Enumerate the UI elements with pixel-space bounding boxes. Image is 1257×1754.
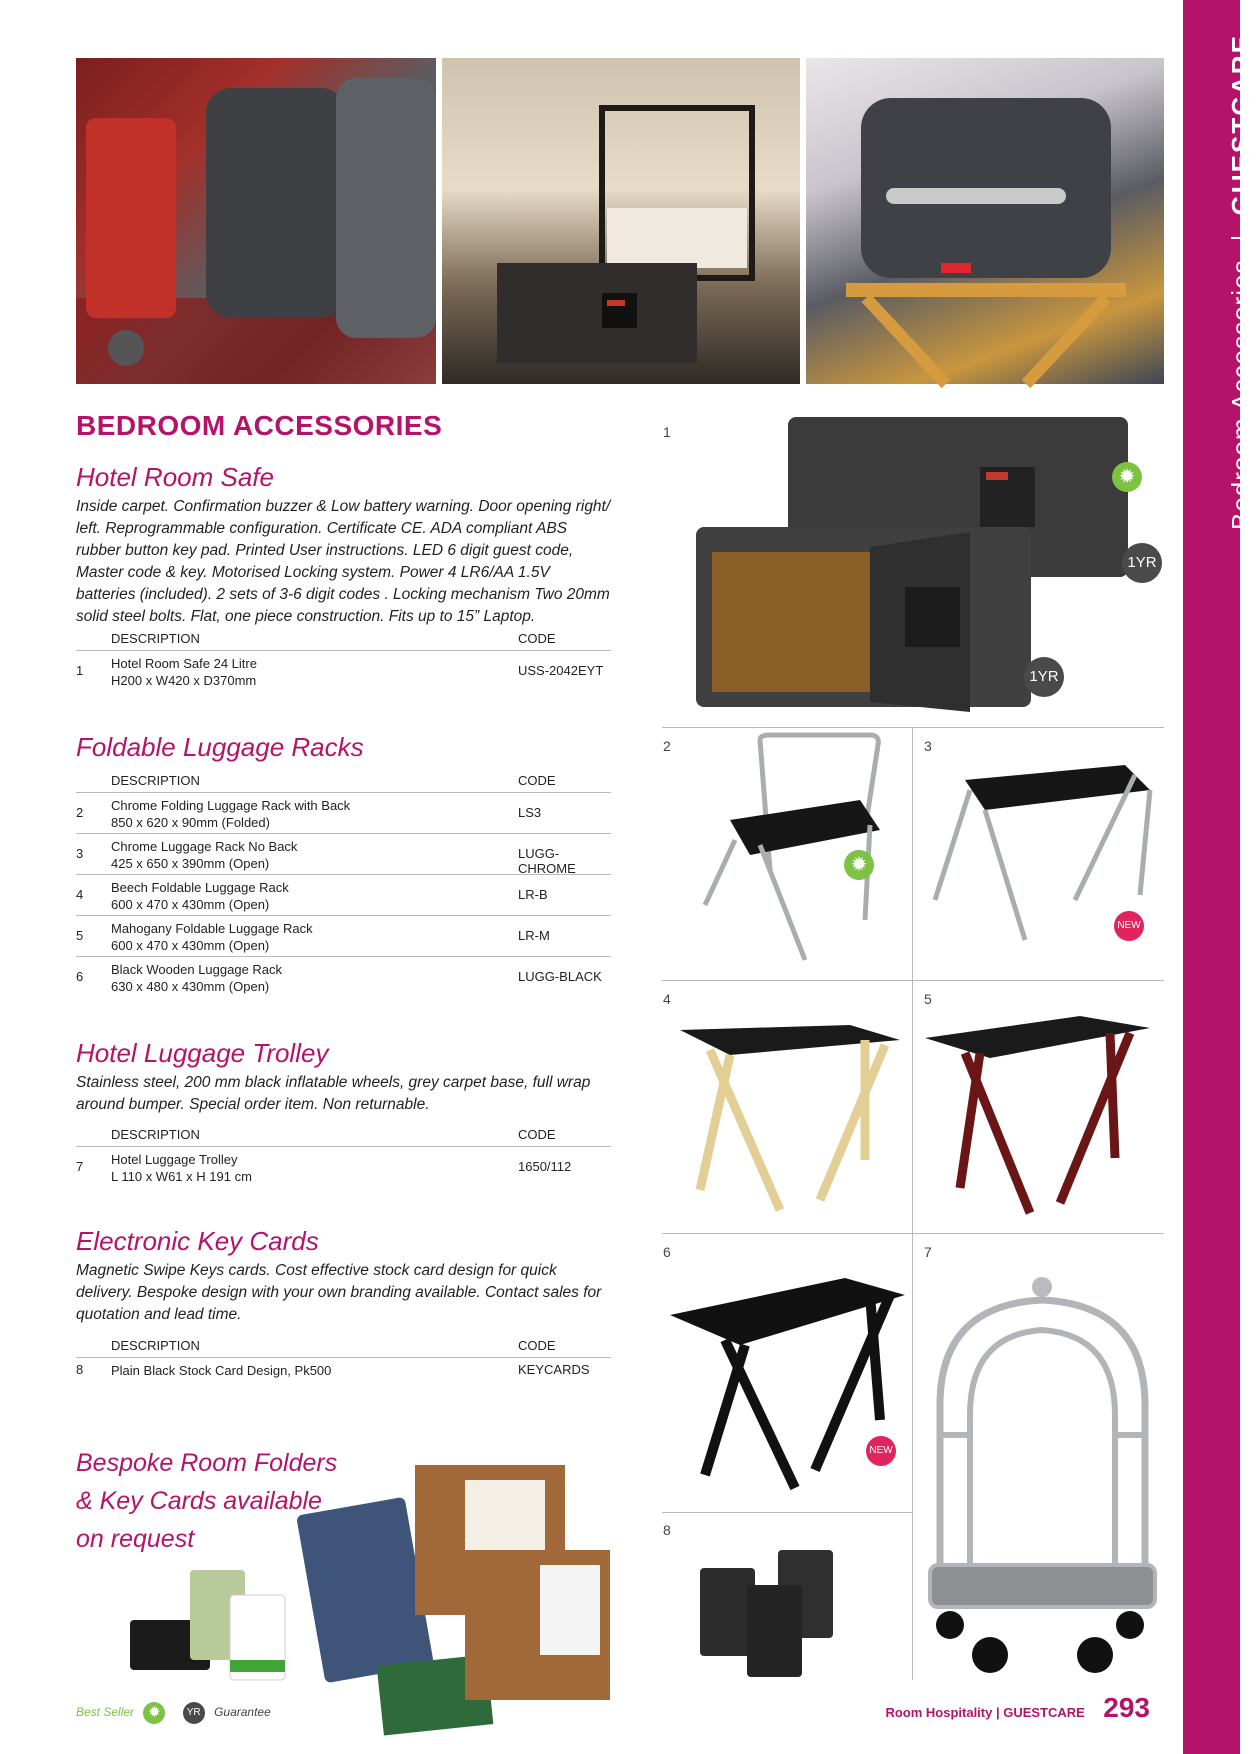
beech-rack-illustration (670, 1010, 905, 1220)
table-row (76, 1147, 611, 1187)
bespoke-line: Bespoke Room Folders (76, 1449, 338, 1477)
trolley-description: Stainless steel, 200 mm black inflatable wheels, grey carpet base, full wrap around bumper. Special order item. Non returnable. (76, 1074, 591, 1113)
item-description (111, 655, 257, 689)
item-description (111, 1151, 252, 1185)
safe-description: Inside carpet. Confirmation buzzer & Low battery warning. Door opening right/ left. Reprogrammable configuration. Certificate CE. ADA compliant ABS rubber button key pad. Printed User instructions. LED 6 digit guest code, Master code & key. Motorised Locking system. Power 4 LR6/AA 1.5V batteries (included). 2 sets of 3-6 digit codes . Locking mechanism Two 20mm solid steel bolts. Flat, one piece construction. Fits up to 15” Laptop. (76, 498, 611, 625)
table-header (76, 770, 611, 793)
item-code: LUGG-BLACK (518, 969, 602, 984)
guarantee-badge: 1YR (1024, 657, 1064, 697)
item-dimensions: 630 x 480 x 430mm (Open) (111, 979, 270, 994)
description-header: DESCRIPTION (111, 773, 200, 788)
legend (76, 1702, 271, 1724)
item-name: Black Wooden Luggage Rack (111, 962, 283, 977)
item-name: Chrome Luggage Rack No Back (111, 839, 298, 854)
product-number: 5 (924, 991, 932, 1007)
luggage-trolley-illustration (920, 1275, 1165, 1680)
luggage-cart-photo (76, 58, 436, 384)
item-description: Plain Black Stock Card Design, Pk500 (111, 1363, 332, 1378)
suitcase-illustration (806, 58, 1164, 384)
mahogany-rack-illustration (920, 1008, 1160, 1218)
item-code: USS-2042EYT (518, 663, 604, 678)
product-number: 4 (663, 991, 671, 1007)
grid-divider (662, 980, 1164, 981)
table-row (76, 875, 611, 916)
table-header (76, 1124, 611, 1147)
page-footer (885, 1692, 1150, 1724)
item-number: 1 (76, 663, 84, 678)
grid-divider (662, 727, 1164, 728)
item-code: LR-M (518, 928, 550, 943)
item-number: 3 (76, 846, 84, 861)
page-number: 293 (1103, 1692, 1150, 1723)
chrome-rack-with-back-illustration (690, 730, 905, 970)
racks-table (76, 770, 611, 997)
keycards-heading: Electronic Key Cards (76, 1226, 319, 1256)
table-row (76, 834, 611, 875)
item-name: Mahogany Foldable Luggage Rack (111, 921, 313, 936)
product-number: 3 (924, 738, 932, 754)
new-badge: NEW (1114, 911, 1144, 941)
item-number: 8 (76, 1362, 84, 1377)
table-row (76, 651, 611, 691)
item-number: 7 (76, 1159, 84, 1174)
guarantee-badge: 1YR (1122, 543, 1162, 583)
item-code: LUGG-CHROME (518, 846, 576, 876)
item-dimensions: L 110 x W61 x H 191 cm (111, 1169, 252, 1184)
description-header: DESCRIPTION (111, 1127, 200, 1142)
item-description (111, 920, 313, 954)
item-number: 5 (76, 928, 84, 943)
room-folders-illustration (120, 1460, 620, 1710)
product-number: 8 (663, 1522, 671, 1538)
bedroom-illustration (442, 58, 800, 384)
description-header: DESCRIPTION (111, 631, 200, 646)
item-dimensions: H200 x W420 x D370mm (111, 673, 257, 688)
key-cards-illustration (690, 1550, 840, 1685)
hotel-bedroom-photo (442, 58, 800, 384)
item-name: Hotel Luggage Trolley (111, 1152, 238, 1167)
product-number: 2 (663, 738, 671, 754)
bespoke-line: & Key Cards available (76, 1487, 322, 1515)
item-name: Chrome Folding Luggage Rack with Back (111, 798, 351, 813)
grid-divider (662, 1512, 912, 1513)
item-code: LS3 (518, 805, 542, 820)
item-dimensions: 600 x 470 x 430mm (Open) (111, 938, 270, 953)
grid-divider (912, 727, 913, 1680)
item-code: LR-B (518, 887, 548, 902)
code-header: CODE (518, 773, 556, 788)
item-dimensions: 600 x 470 x 430mm (Open) (111, 897, 270, 912)
table-row (76, 916, 611, 957)
safe-heading: Hotel Room Safe (76, 462, 274, 492)
item-description (111, 879, 289, 913)
best-seller-badge: ✹ (844, 850, 874, 880)
keycards-table (76, 1335, 611, 1382)
trolley-heading: Hotel Luggage Trolley (76, 1038, 329, 1068)
luggage-cart-illustration (76, 58, 436, 384)
new-badge: NEW (866, 1436, 896, 1466)
table-header (76, 1335, 611, 1358)
best-seller-label: Best Seller (76, 1705, 135, 1720)
item-name: Beech Foldable Luggage Rack (111, 880, 289, 895)
sidebar-separator: | (1225, 233, 1256, 242)
sidebar-title-bold: GUESTCARE (1225, 34, 1256, 216)
keycards-description: Magnetic Swipe Keys cards. Cost effective stock card design for quick delivery. Bespoke design with your own branding available. Contact sales for quotation and lead time. (76, 1262, 602, 1323)
safe-table (76, 628, 611, 691)
footer-section: Room Hospitality | GUESTCARE (885, 1705, 1085, 1720)
racks-heading: Foldable Luggage Racks (76, 732, 364, 762)
guarantee-icon: YR (183, 1702, 205, 1724)
item-code: 1650/112 (518, 1159, 572, 1174)
guarantee-label: Guarantee (214, 1705, 271, 1720)
table-row (76, 1358, 611, 1382)
item-dimensions: 850 x 620 x 90mm (Folded) (111, 815, 270, 830)
table-row (76, 793, 611, 834)
code-header: CODE (518, 1338, 556, 1353)
code-header: CODE (518, 1127, 556, 1142)
item-description (111, 838, 297, 872)
item-number: 4 (76, 887, 84, 902)
description-header: DESCRIPTION (111, 1338, 200, 1353)
product-number: 7 (924, 1244, 932, 1260)
best-seller-icon: ✹ (143, 1702, 165, 1724)
grid-divider (662, 1233, 1164, 1234)
table-header (76, 628, 611, 651)
trolley-table (76, 1124, 611, 1187)
product-number: 6 (663, 1244, 671, 1260)
best-seller-badge: ✹ (1112, 462, 1142, 492)
sidebar-title (1183, 0, 1256, 540)
item-code: KEYCARDS (518, 1362, 590, 1377)
bespoke-line: on request (76, 1525, 195, 1553)
table-row (76, 957, 611, 997)
item-dimensions: 425 x 650 x 390mm (Open) (111, 856, 270, 871)
product-number: 1 (663, 424, 671, 440)
item-number: 2 (76, 805, 84, 820)
item-description (111, 797, 350, 831)
code-header: CODE (518, 631, 556, 646)
page-title: BEDROOM ACCESSORIES (76, 410, 443, 441)
suitcase-on-rack-photo (806, 58, 1164, 384)
item-description (111, 961, 282, 995)
sidebar-title-light: Bedroom Accessories (1225, 259, 1256, 530)
item-number: 6 (76, 969, 84, 984)
item-name: Hotel Room Safe 24 Litre (111, 656, 257, 671)
safe-product-illustration (690, 412, 1160, 718)
